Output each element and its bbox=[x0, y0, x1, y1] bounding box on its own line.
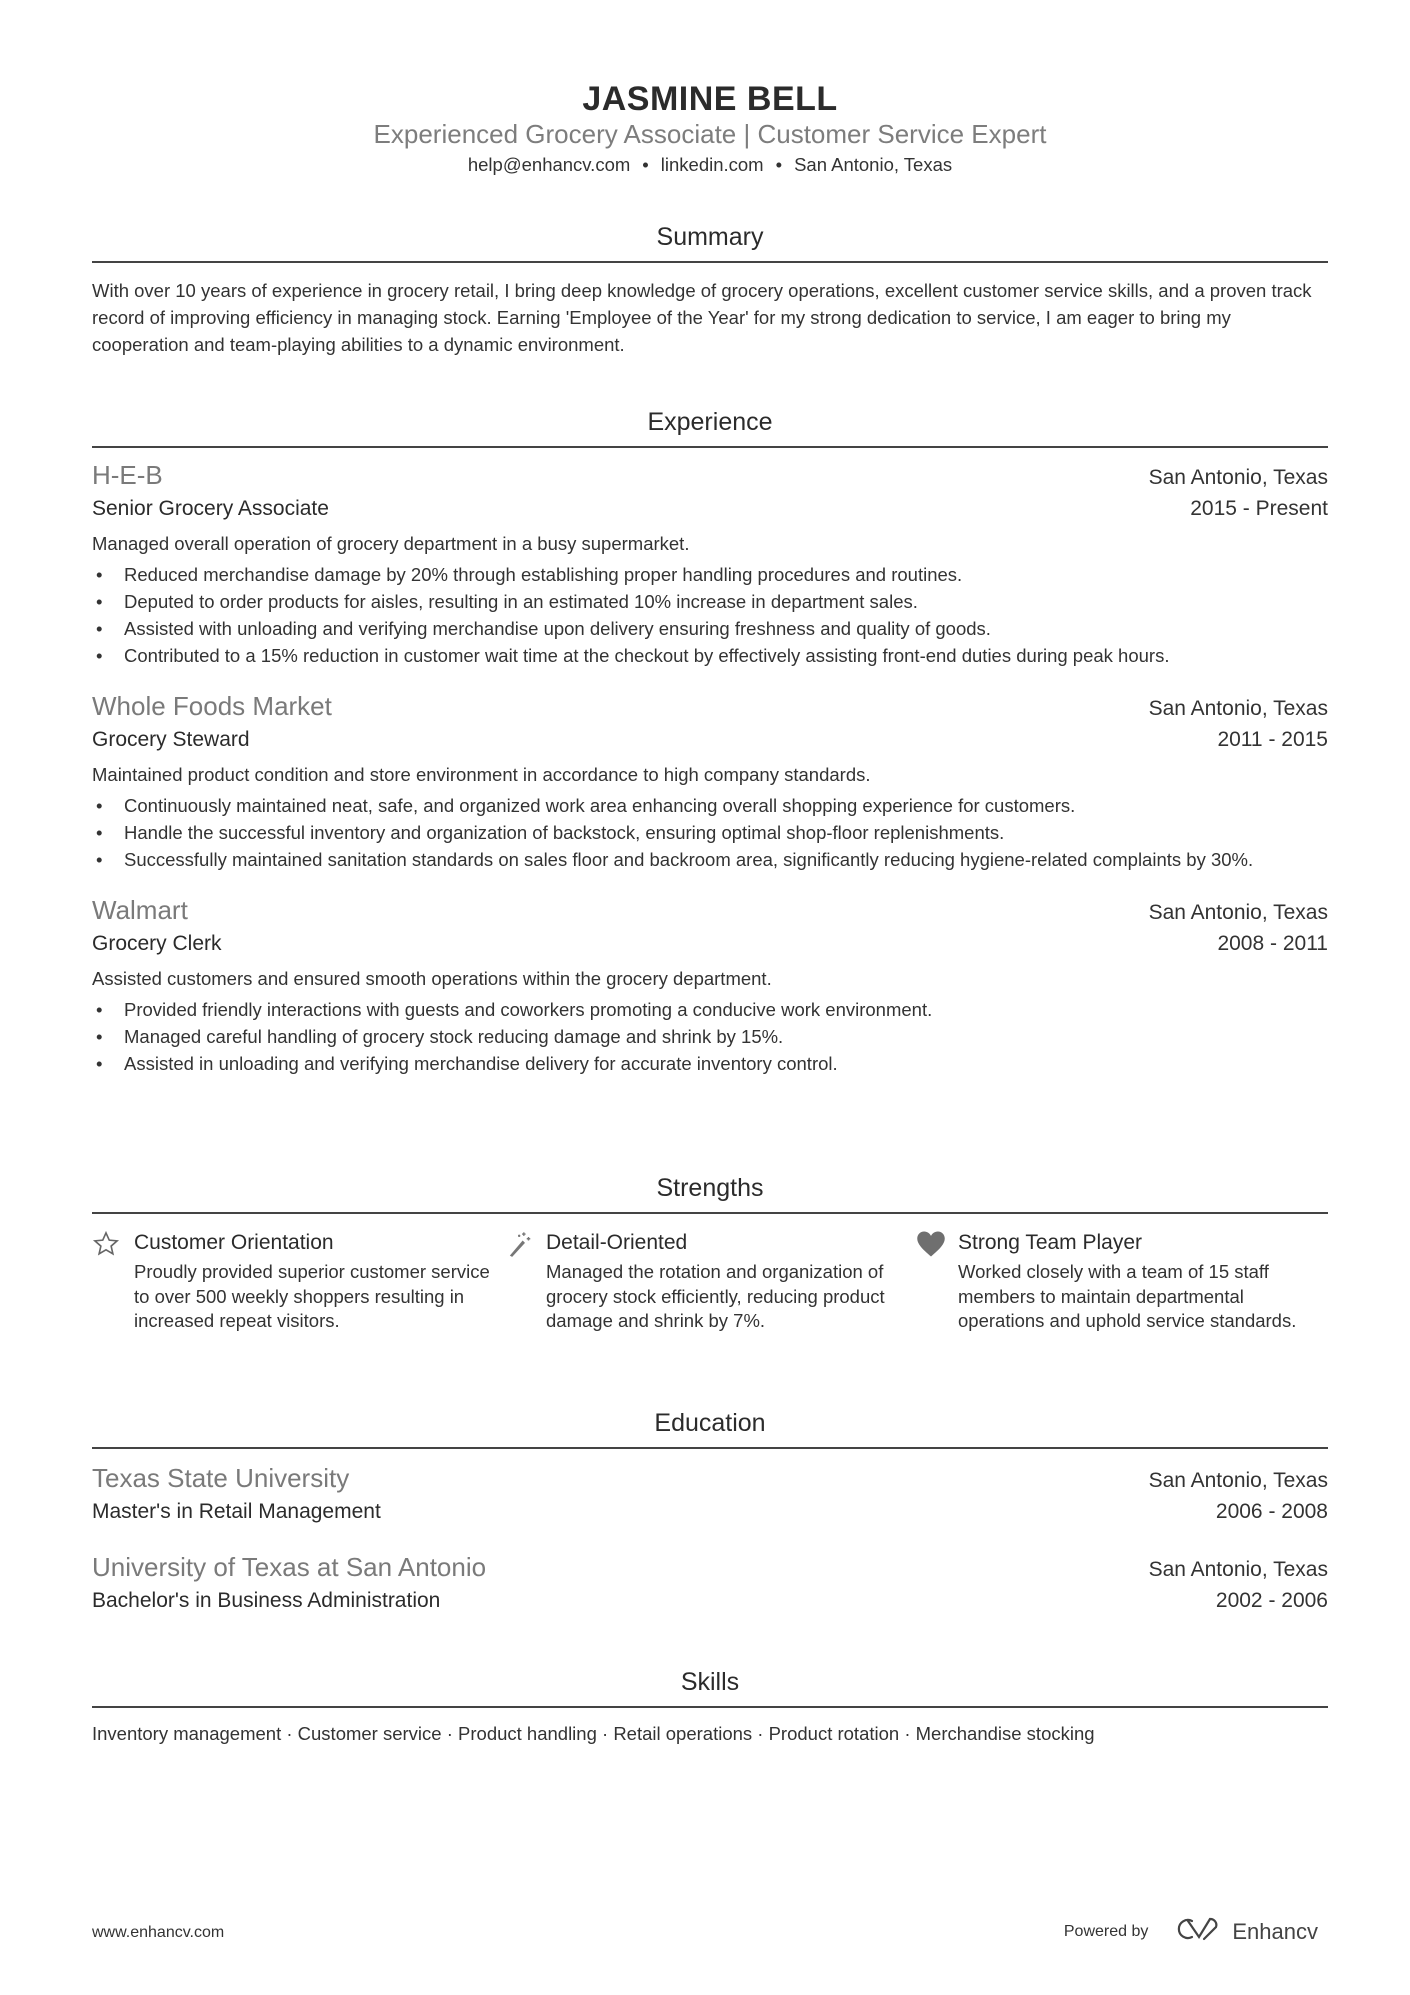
degree: Bachelor's in Business Administration bbox=[92, 1589, 441, 1612]
achievement-bullet: • Assisted with unloading and verifying merchandise upon delivery ensuring freshness and quality of goods. bbox=[92, 615, 1328, 642]
section-heading: Education bbox=[654, 1409, 766, 1437]
achievement-bullet: • Managed careful handling of grocery stock reducing damage and shrink by 15%. bbox=[92, 1023, 1328, 1050]
section-heading: Summary bbox=[656, 223, 764, 251]
strengths-section bbox=[92, 1172, 1328, 1334]
section-heading: Strengths bbox=[656, 1174, 764, 1202]
school-name: Texas State University bbox=[92, 1463, 350, 1493]
achievement-bullet: • Successfully maintained sanitation standards on sales floor and backroom area, significantly reducing hygiene-related complaints by 30%. bbox=[92, 846, 1328, 873]
achievement-bullet: • Deputed to order products for aisles, resulting in an estimated 10% increase in department sales. bbox=[92, 588, 1328, 615]
company-name: Walmart bbox=[92, 895, 188, 925]
strength-text: Worked closely with a team of 15 staff members to maintain departmental operations and uphold service standards. bbox=[958, 1261, 1297, 1331]
section-heading: Skills bbox=[680, 1668, 740, 1696]
degree: Master's in Retail Management bbox=[92, 1500, 381, 1523]
achievement-bullet: • Handle the successful inventory and organization of backstock, ensuring optimal shop-floor replenishments. bbox=[92, 819, 1328, 846]
heart-icon bbox=[916, 1228, 958, 1334]
education-dates: 2006 - 2008 bbox=[1215, 1500, 1328, 1523]
job-dates: 2008 - 2011 bbox=[1217, 932, 1328, 955]
separator-dot: • bbox=[775, 154, 783, 175]
experience-entry bbox=[92, 689, 1328, 873]
star-icon bbox=[92, 1228, 134, 1334]
section-divider bbox=[92, 446, 1328, 448]
powered-by-label: Powered by bbox=[1063, 1922, 1149, 1940]
school-location: San Antonio, Texas bbox=[1148, 1469, 1328, 1492]
company-name: H-E-B bbox=[92, 460, 163, 490]
email-link[interactable]: help@enhancv.com bbox=[467, 154, 631, 175]
job-location: San Antonio, Texas bbox=[1148, 466, 1328, 489]
magic-wand-icon bbox=[504, 1228, 546, 1334]
school-name: University of Texas at San Antonio bbox=[92, 1552, 487, 1582]
achievement-list bbox=[92, 792, 1328, 873]
separator-dot: • bbox=[642, 154, 649, 175]
education-section bbox=[92, 1407, 1328, 1618]
achievement-bullet: • Assisted in unloading and verifying merchandise delivery for accurate inventory control. bbox=[92, 1050, 1328, 1077]
location-text: San Antonio, Texas bbox=[794, 154, 953, 175]
job-location: San Antonio, Texas bbox=[1148, 697, 1328, 720]
job-title: Senior Grocery Associate bbox=[92, 497, 329, 520]
contact-line bbox=[92, 154, 1328, 176]
achievement-list bbox=[92, 561, 1328, 669]
achievement-bullet: • Reduced merchandise damage by 20% through establishing proper handling procedures and routines. bbox=[92, 561, 1328, 588]
experience-entry bbox=[92, 893, 1328, 1077]
strength-item bbox=[92, 1228, 504, 1334]
candidate-name: JASMINE BELL bbox=[582, 80, 838, 118]
strength-text: Proudly provided superior customer service to over 500 weekly shoppers resulting in increased repeat visitors. bbox=[134, 1261, 490, 1331]
footer-website-link[interactable]: www.enhancv.com bbox=[92, 1924, 225, 1941]
section-divider bbox=[92, 1706, 1328, 1708]
job-location: San Antonio, Texas bbox=[1148, 901, 1328, 924]
enhancv-brand-text: Enhancv bbox=[1232, 1918, 1318, 1944]
job-title: Grocery Steward bbox=[92, 728, 250, 751]
achievement-bullet: • Continuously maintained neat, safe, and organized work area enhancing overall shopping experience for customers. bbox=[92, 792, 1328, 819]
skills-section bbox=[92, 1666, 1328, 1747]
section-divider bbox=[92, 1447, 1328, 1449]
achievement-bullet: • Provided friendly interactions with guests and coworkers promoting a conducive work environment. bbox=[92, 996, 1328, 1023]
linkedin-link[interactable]: linkedin.com bbox=[660, 154, 764, 175]
strength-item bbox=[504, 1228, 916, 1334]
section-divider bbox=[92, 261, 1328, 263]
enhancv-logo-icon bbox=[1176, 1916, 1222, 1947]
experience-section bbox=[92, 406, 1328, 1077]
education-entry bbox=[92, 1461, 1328, 1529]
strength-text: Managed the rotation and organization of grocery stock efficiently, reducing product damage and shrink by 7%. bbox=[546, 1261, 885, 1331]
experience-entry bbox=[92, 458, 1328, 669]
achievement-list bbox=[92, 996, 1328, 1077]
candidate-subtitle: Experienced Grocery Associate | Customer Service Expert bbox=[373, 119, 1047, 149]
achievement-bullet: • Contributed to a 15% reduction in customer wait time at the checkout by effectively assisting front-end duties during peak hours. bbox=[92, 642, 1328, 669]
summary-text: With over 10 years of experience in grocery retail, I bring deep knowledge of grocery operations, excellent customer service skills, and a proven track record of improving efficiency in managing stock. Earning 'Employee of the Year' for my strong dedication to service, I am eager to bring my cooperation and team-playing abilities to a dynamic environment. bbox=[92, 280, 1312, 355]
summary-section bbox=[92, 221, 1328, 358]
school-location: San Antonio, Texas bbox=[1148, 1558, 1328, 1581]
job-dates: 2015 - Present bbox=[1190, 497, 1328, 520]
job-description: Maintained product condition and store environment in accordance to high company standards. bbox=[92, 764, 871, 785]
strength-title: Strong Team Player bbox=[958, 1231, 1143, 1254]
strength-title: Detail-Oriented bbox=[546, 1231, 688, 1254]
company-name: Whole Foods Market bbox=[92, 691, 332, 721]
skills-text: Inventory management · Customer service · Product handling · Retail operations · Product rotation · Merchandise stocking bbox=[92, 1723, 1095, 1744]
job-description: Assisted customers and ensured smooth operations within the grocery department. bbox=[92, 968, 772, 989]
strength-title: Customer Orientation bbox=[134, 1231, 334, 1254]
section-divider bbox=[92, 1212, 1328, 1214]
footer-branding bbox=[1064, 1916, 1318, 1947]
education-entry bbox=[92, 1550, 1328, 1618]
section-heading: Experience bbox=[647, 408, 773, 436]
job-title: Grocery Clerk bbox=[92, 932, 222, 955]
education-dates: 2002 - 2006 bbox=[1215, 1589, 1328, 1612]
strength-item bbox=[916, 1228, 1328, 1334]
job-dates: 2011 - 2015 bbox=[1217, 728, 1328, 751]
job-description: Managed overall operation of grocery department in a busy supermarket. bbox=[92, 533, 690, 554]
